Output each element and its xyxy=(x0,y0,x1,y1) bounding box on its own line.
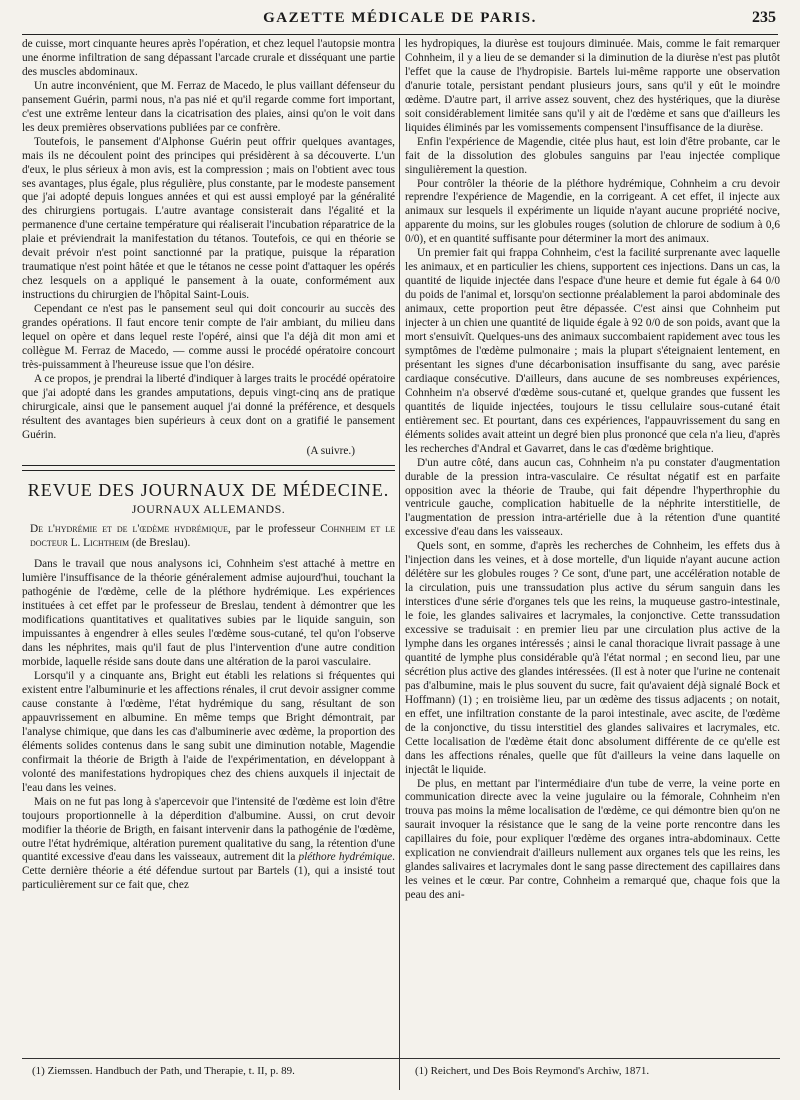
article-title-by: par le professeur xyxy=(230,522,321,535)
paragraph: Cependant ce n'est pas le pansement seul qui doit concourir au succès des grandes opérations. Il faut encore tenir compte de l'air ambiant, du milieu dans lequel on opère et dans lequel reste l'opéré, ainsi que l'a déjà dit mon ami et collègue M. Ferraz de Macedo, — comme aussi le procédé opératoire concourt très-puissamment à l'heureuse issue que l'on désire. xyxy=(22,303,395,371)
article-authors: Cohnheim et le docteur L. Lichtheim xyxy=(30,522,395,549)
paragraph: les hydropiques, la diurèse est toujours diminuée. Mais, comme le fait remarquer Cohnheim, il y a lieu de se demander si la diminution de la diurèse n'est pas plutôt l'effet que la cause de l'hydropisie. Bartels lui-même rapporte une observation d'anurie totale, persistant pendant plusieurs jours, sans qu'il y eût le moindre œdème. D'autre part, il arrive assez souvent, chez des hystériques, que la diurèse soit considérablement limitée sans qu'il y ait de l'œdème et sans que d'ailleurs les liquides éliminés par les vomissements compensent l'insuffisance de la diurèse. xyxy=(405,38,780,134)
paragraph-text-end: . Cette dernière théorie a été défendue surtout par Bartels (1), qui a insisté tout particulièrement sur ce fait que, chez xyxy=(22,851,395,892)
to-be-continued: (A suivre.) xyxy=(306,444,355,457)
section-rule xyxy=(22,465,395,466)
paragraph: Dans le travail que nous analysons ici, Cohnheim s'est attaché à mettre en lumière l'insuffisance de la théorie généralement admise aujourd'hui, touchant la pathogénie de l'œdème, celle de la pléthore hydrémique. Les expériences instituées à cet effet par le professeur de Breslau, tendent à démontrer que les modifications quantitatives et qualitatives subies par le liquide sanguin, son impuissantes à engendrer à elles seules l'œdème sous-cutané, tel qu'on l'observe dans les néphrites, mais qu'il faut de plus l'intervention d'une autre condition morbide, laquelle réside sans doute dans une altération de la paroi vasculaire. xyxy=(22,558,395,669)
article-title xyxy=(22,523,395,551)
section-subtitle: JOURNAUX ALLEMANDS. xyxy=(131,501,286,516)
journal-title: GAZETTE MÉDICALE DE PARIS. xyxy=(263,10,537,26)
paragraph: De plus, en mettant par l'intermédiaire d'un tube de verre, la veine porte en communication directe avec la veine jugulaire ou la fémorale, Cohnheim n'en trouva pas moins la même localisation de l'œdème, ce qui démontre bien qu'on ne saurait invoquer la résistance que le sang de la veine porte rencontre dans les capillaires du foie, pour expliquer l'œdème des organes intra-abdominaux. Cette explication ne conviendrait d'ailleurs nullement aux organes tels que les reins, les glandes salivaires et lacrymales dont le sang passe directement des capillaires dans les veines et le cœur. Par contre, Cohnheim a remarqué que, chaque fois que la peau des ani- xyxy=(405,777,780,902)
paragraph: Quels sont, en somme, d'après les recherches de Cohnheim, les effets dus à l'injection dans les veines, et à dose mortelle, d'un liquide n'ayant aucune action délétère sur les globules rouges ? Ce sont, d'une part, une accélération notable de la circulation, puis une transsudation plus active du sérum sanguin dans les interstices d'une série d'organes tels que les reins, la muqueuse gastro-intestinale, le foie, les glandes salivaires et lacrymales, la conjonctive. Cette transsudation excessive se traduisait : en premier lieu par une circulation plus active de la lymphe dans les organes intéressés ; ainsi le canal thoracique livrait passage à une quantité de lymphe plus considérable qu'à l'état normal ; en second lieu, par une sécrétion plus active des glandes intéressées. (Il est à noter que l'urine ne contenait pas d'albumine, mais le plus souvent du sucre, fait qu'avaient déjà signalé Bock et Hoffmann) (1) ; en troisième lieu, par un œdème des tissus adjacents ; on notait, en effet, une infiltration constante de la paroi intestinale, avec ascite, de l'œdème de la conjonctive, du tissu interstitiel des glandes salivaires et lacrymales, etc. Cette localisation de l'œdème était donc absolument différente de ce qu'elle est dans les affections rénales, quelle que fût d'ailleurs la veine dans laquelle on injectât le liquide. xyxy=(405,540,780,776)
paragraph: Enfin l'expérience de Magendie, citée plus haut, est loin d'être probante, car le fait de la dissolution des globules sanguins par l'eau injectée complique singulièrement la question. xyxy=(405,135,780,176)
footnote-left: (1) Ziemssen. Handbuch der Path, und Therapie, t. II, p. 89. xyxy=(32,1065,295,1077)
footnote-rule-left xyxy=(22,1058,399,1059)
footnote-right: (1) Reichert, und Des Bois Reymond's Archiw, 1871. xyxy=(415,1065,650,1077)
paragraph: de cuisse, mort cinquante heures après l'opération, et chez lequel l'autopsie montra une énorme infiltration de sang dépassant l'arcade crurale et disséquant une partie des muscles abdominaux. xyxy=(22,38,395,78)
paragraph: Un autre inconvénient, que M. Ferraz de Macedo, le plus vaillant défenseur du pansement Guérin, parmi nous, n'a pas nié et qu'il regarde comme fort important, c'est une extrême lenteur dans la cicatrisation des plaies, ainsi qu'on le voit dans les deux premières observations publiées par ce confrère. xyxy=(22,79,395,134)
italic-term: pléthore hydrémique xyxy=(298,851,393,864)
article-affiliation: (de Breslau). xyxy=(129,536,191,549)
column-divider xyxy=(399,38,400,1090)
paragraph: D'un autre côté, dans aucun cas, Cohnheim n'a pu constater d'augmentation durable de la pression intra-vasculaire. Ce résultat négatif est en parfaite opposition avec la théorie de Traube, qui fait dépendre l'hyperthrophie du ventricule gauche, complication habituelle de la néphrite interstitielle, de l'augmentation de pression intra-artérielle due à la rétention d'une quantité excessive d'eau dans les vaisseaux. xyxy=(405,456,780,539)
article-title-main: De l'hydrémie et de l'œdème hydrémique, xyxy=(30,522,231,535)
paragraph-text: Mais on ne fut pas long à s'apercevoir que l'intensité de l'œdème est loin d'être toujours proportionnelle à la déperdition d'albumine. Aussi, on crut devoir modifier la théorie de Brigth, en faisant intervenir dans la pathogénie de l'œdème, outre l'état hydrémique, altération purement qualitative du sang, la rétention d'une quantité excessive d'eau dans les vaisseaux, autrement dit la xyxy=(22,795,395,864)
page-header xyxy=(22,4,778,35)
paragraph xyxy=(22,796,395,894)
left-column xyxy=(22,38,395,1056)
paragraph: A ce propos, je prendrai la liberté d'indiquer à larges traits le procédé opératoire que j'ai adopté dans les grandes amputations, depuis vingt-cinq ans de pratique chirurgicale, ainsi que le pansement auquel j'ai donné la préférence, et desquels résultent des avantages bien supérieurs à ceux dont on a gratifié le pansement Guérin. xyxy=(22,372,395,441)
footnote-rule-right xyxy=(400,1058,780,1059)
paragraph: Un premier fait qui frappa Cohnheim, c'est la facilité surprenante avec laquelle les animaux, et en particulier les chiens, supportent ces injections. Dans un cas, la quantité de liquide injectée dans l'espace d'une heure et demie fut égale à 64 0/0 du poids de l'animal et, lorsqu'on sectionne préalablement la paroi abdominale des animaux, cette proportion peut être dépassée. C'est ainsi que Cohnheim put injecter à un chien une quantité de liquide égale à 92 0/0 de son poids, avant que la mort s'ensuivît. Quelques-uns des animaux succombaient rapidement avec tous les symptômes de l'œdème pulmonaire ; mais la plupart s'éteignaient lentement, en présentant les signes d'une décarbonisation insuffisante du sang, avec parésie cardiaque consécutive. D'ailleurs, dans aucune de ses nombreuses expériences, Cohnheim n'a observé d'œdème sous-cutané et, quelque grandes que fussent les quantités de liquide injectées, toujours le tissu cellulaire sous-cutané était entièrement sec. Et pourtant, dans ces expériences, l'appauvrissement du sang en éléments solides avait atteint un degré bien plus prononcé que cela n'a lieu, d'après les recherches d'Andral et Gavarret, dans le cas d'œdème brightique. xyxy=(405,247,780,455)
paragraph: Lorsqu'il y a cinquante ans, Bright eut établi les relations si fréquentes qui existent entre l'albuminurie et les affections rénales, il crut devoir assigner comme cause constante à l'œdème, l'état hydrémique du sang, résultant de son appauvrissement en albumine. En même temps que Bright démontrait, par l'analyse chimique, que dans les cas d'albuminerie avec œdème, la proportion des éléments solides contenus dans le sang subit une diminution notable, Magendie confirmait la théorie de Brigth à l'aide de l'expérimentation, en développant à volonté des manifestations hydropiques chez des chiens auxquels il injectait de l'eau dans les veines. xyxy=(22,670,395,794)
section-rule-thin xyxy=(22,470,395,471)
paragraph: Toutefois, le pansement d'Alphonse Guérin peut offrir quelques avantages, mais ils ne découlent point des principes qui présidèrent à sa découverte. L'un d'eux, le plus sérieux à mon avis, est la compression ; mais on l'obtient avec tous ses avantages, plus égale, plus régulière, plus constante, par le modeste pansement que j'ai adopté depuis longues années et qui est aussi employé par la généralité des chirurgiens portugais. L'autre avantage consisterait dans l'égalité et la permanence d'une certaine température qui réaliserait l'incubation réparatrice de la plaie et préviendrait la manifestation du tétanos. Toutefois, ce qui en théorie se devait prévoir n'est point sanctionné par la pratique, puisque la réparation traumatique n'est point hâtée et que le tétanos ne cesse point d'attaquer les opérés chez lesquels on a appliqué le pansement à la ouate, conformément aux instructions du chirurgien de l'hôpital Saint-Louis. xyxy=(22,135,395,302)
right-column xyxy=(405,38,780,1056)
paragraph: Pour contrôler la théorie de la pléthore hydrémique, Cohnheim a cru devoir reprendre l'expérience de Magendie, en la corrigeant. A cet effet, il injecte aux animaux sur lesquels il expérimente un liquide n'ayant aucune propriété nocive, apparente du moins, sur les globules rouges (solution de chlorure de sodium à 0,6 0/0), et en quantité suffisante pour déterminer la mort des animaux. xyxy=(405,177,780,246)
page-number: 235 xyxy=(752,9,776,26)
section-title: REVUE DES JOURNAUX DE MÉDECINE. xyxy=(27,479,390,500)
